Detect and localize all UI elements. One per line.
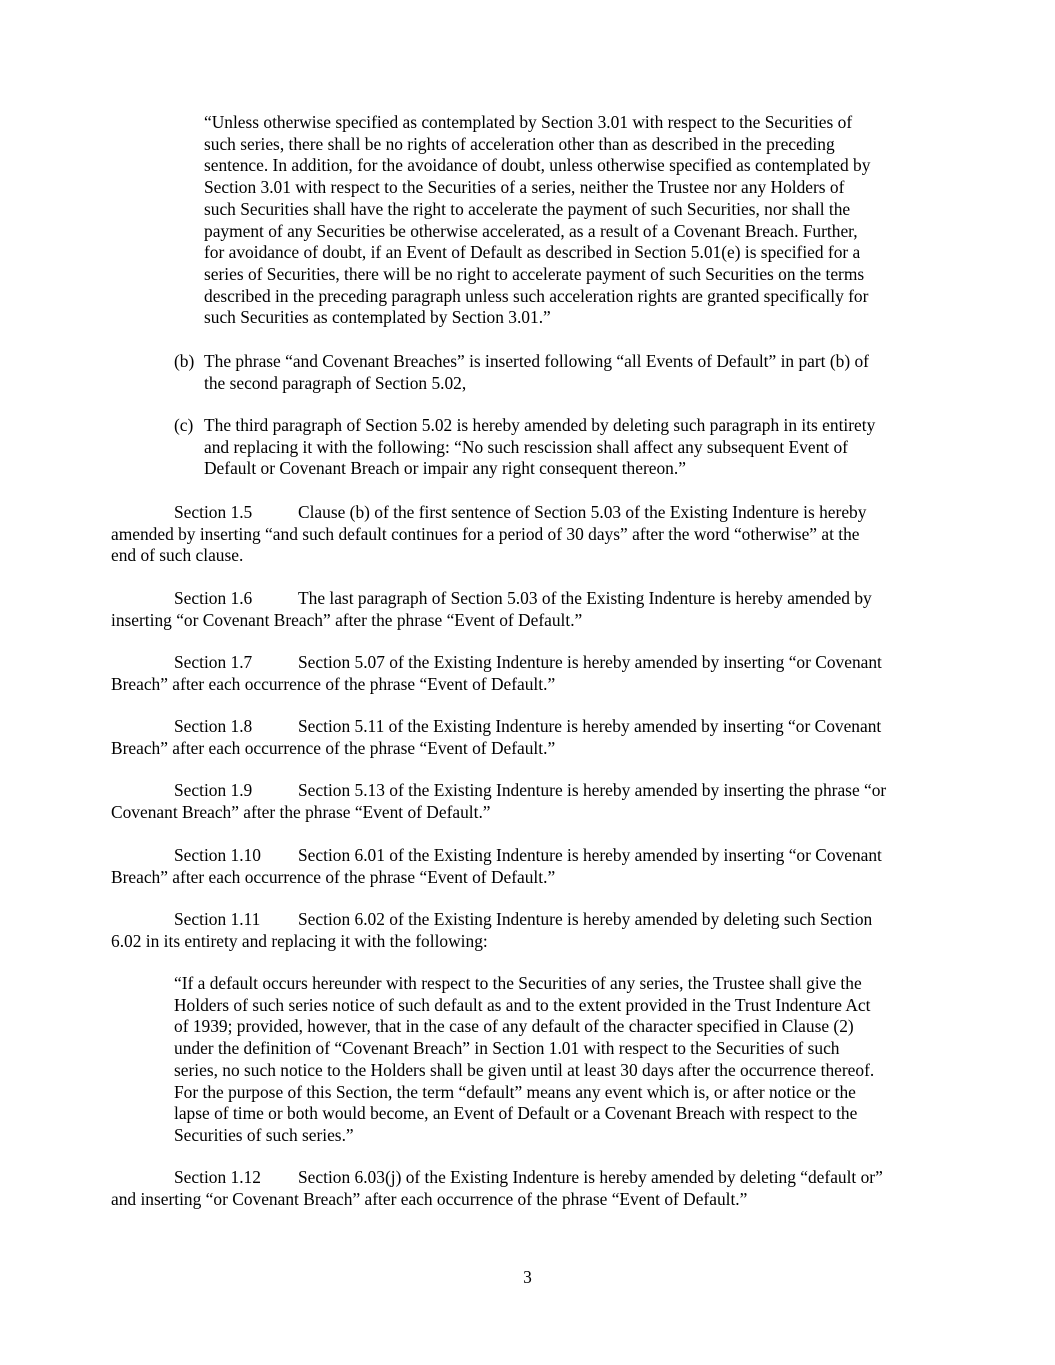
text-line: and replacing it with the following: “No such rescission shall affect any subsequent Event of [204,436,848,457]
list-item-b [174,351,944,395]
text-line: Breach” after each occurrence of the phrase “Event of Default.” [111,737,556,758]
text-line: sentence. In addition, for the avoidance of doubt, unless otherwise specified as contemplated by [204,155,871,176]
text-line: such Securities as contemplated by Section 3.01.” [204,307,551,328]
page-number: 3 [523,1267,532,1287]
text-line: The third paragraph of Section 5.02 is hereby amended by deleting such paragraph in its entirety [204,415,876,435]
section-1-10 [111,845,944,888]
list-item-text [204,351,944,394]
section-number: Section 1.9 [174,780,253,800]
text-line: of 1939; provided, however, that in the case of any default of the character specified in Clause (2) [174,1016,854,1037]
section-number: Section 1.6 [174,588,253,608]
section-1-12 [111,1167,944,1210]
text-line: series of Securities, there will be no right to accelerate payment of such Securities on the terms [204,263,865,284]
section-text: Section 5.11 of the Existing Indenture is hereby amended by inserting “or Covenant [298,716,882,736]
text-line: and inserting “or Covenant Breach” after each occurrence of the phrase “Event of Default.” [111,1188,748,1209]
section-1-8 [111,716,944,759]
text-line: such Securities shall have the right to accelerate the payment of such Securities, nor shall the [204,198,851,219]
list-item-label: (b) [174,351,195,371]
list-item-text [204,415,944,480]
quoted-paragraph-section-6-02 [174,973,949,1147]
text-line: series, no such notice to the Holders shall be given until at least 30 days after the occurrence thereof. [174,1059,875,1080]
text-line: The phrase “and Covenant Breaches” is inserted following “all Events of Default” in part (b) of [204,351,869,371]
section-text: Section 6.02 of the Existing Indenture is hereby amended by deleting such Section [298,909,873,929]
text-line: “Unless otherwise specified as contemplated by Section 3.01 with respect to the Securities of [204,112,853,132]
text-line: such series, there shall be no rights of acceleration other than as described in the preceding [204,133,835,154]
text-line: the second paragraph of Section 5.02, [204,372,467,393]
section-1-6 [111,588,944,631]
section-number: Section 1.8 [174,716,253,736]
section-text: Section 5.07 of the Existing Indenture is hereby amended by inserting “or Covenant [298,652,882,672]
text-line: Section 3.01 with respect to the Securities of a series, neither the Trustee nor any Holders of [204,177,845,198]
text-line: Holders of such series notice of such default as and to the extent provided in the Trust Indenture Act [174,994,871,1015]
section-number: Section 1.12 [174,1167,261,1187]
section-1-9 [111,780,944,823]
section-number: Section 1.7 [174,652,253,672]
list-item-c [174,415,944,481]
text-line: Covenant Breach” after the phrase “Event of Default.” [111,801,491,822]
section-text: The last paragraph of Section 5.03 of the Existing Indenture is hereby amended by [298,588,872,608]
text-line: For the purpose of this Section, the term “default” means any event which is, or after notice or the [174,1081,856,1102]
section-text: Clause (b) of the first sentence of Section 5.03 of the Existing Indenture is hereby [298,502,867,522]
section-number: Section 1.5 [174,502,253,522]
text-line: end of such clause. [111,545,244,566]
text-line: lapse of time or both would become, an Event of Default or a Covenant Breach with respect to the [174,1103,858,1124]
text-line: described in the preceding paragraph unless such acceleration rights are granted specifically for [204,285,869,306]
text-line: inserting “or Covenant Breach” after the phrase “Event of Default.” [111,609,583,630]
section-1-11 [111,909,944,952]
section-text: Section 6.03(j) of the Existing Indenture is hereby amended by deleting “default or” [298,1167,883,1187]
text-line: “If a default occurs hereunder with respect to the Securities of any series, the Trustee shall give the [174,973,862,993]
text-line: amended by inserting “and such default continues for a period of 30 days” after the word “otherwise” at the [111,523,860,544]
section-text: Section 5.13 of the Existing Indenture is hereby amended by inserting the phrase “or [298,780,887,800]
text-line: for avoidance of doubt, if an Event of Default as described in Section 5.01(e) is specified for a [204,242,861,263]
quoted-paragraph-acceleration [204,112,944,329]
text-line: Default or Covenant Breach or impair any right consequent thereon.” [204,458,686,479]
list-item-label: (c) [174,415,194,435]
section-number: Section 1.10 [174,845,261,865]
section-1-7 [111,652,944,695]
text-line: Breach” after each occurrence of the phrase “Event of Default.” [111,866,556,887]
text-line: Breach” after each occurrence of the phrase “Event of Default.” [111,673,556,694]
section-1-5 [111,502,944,567]
text-line: under the definition of “Covenant Breach” in Section 1.01 with respect to the Securities of such [174,1038,840,1059]
section-number: Section 1.11 [174,909,261,929]
section-text: Section 6.01 of the Existing Indenture is hereby amended by inserting “or Covenant [298,845,882,865]
text-line: Securities of such series.” [174,1124,354,1145]
text-line: payment of any Securities be otherwise accelerated, as a result of a Covenant Breach. Further, [204,220,858,241]
text-line: 6.02 in its entirety and replacing it with the following: [111,930,488,951]
